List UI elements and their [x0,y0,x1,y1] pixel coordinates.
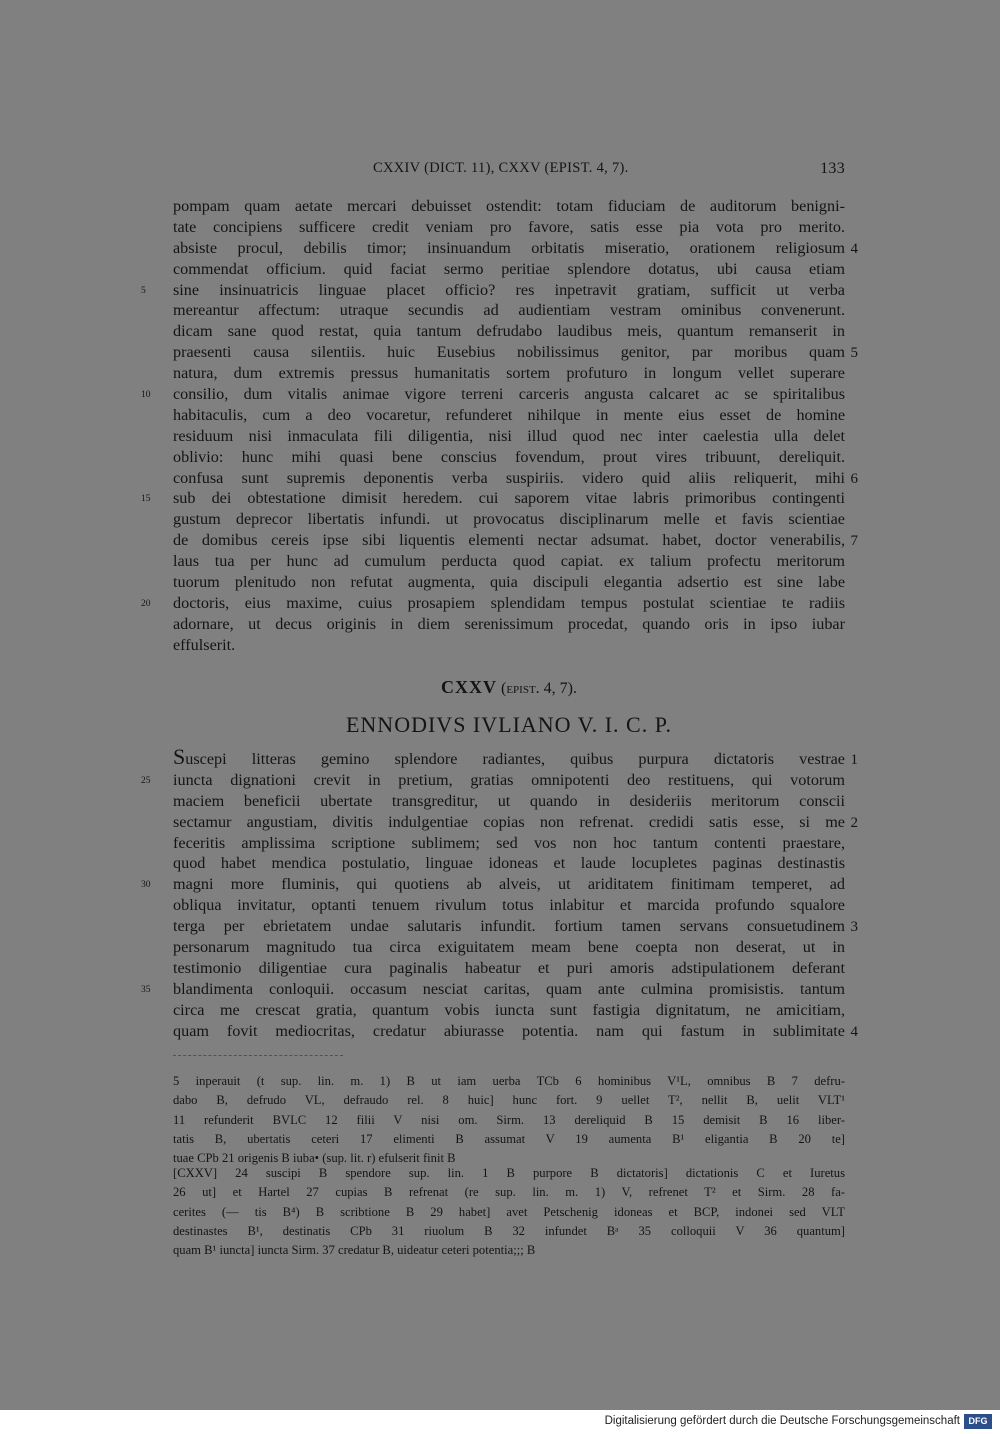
line-number: 5 [141,285,146,296]
apparatus-line: 11 refunderit BVLC 12 filii V nisi om. Sirm. 13 dereliquid B 15 demisit B 16 liber- [173,1112,845,1127]
line-text: testimonio diligentiae cura paginalis habeatur et puri amoris adstipulationem deferant [173,958,845,977]
section-ref-epist: epist. [506,680,540,697]
line-text: de domibus cereis ipse sibi liquentis elementi nectar adsumat. habet, doctor venerabilis, [173,531,845,550]
text-line [141,979,845,1000]
line-number: 20 [141,598,151,609]
text-line [173,509,845,530]
text-line [173,259,845,280]
paragraph-number: 2 [850,814,858,831]
text-line [173,405,845,426]
line-text: confusa sunt supremis deponentis verba suspiriis. videro quid aliis reliquerit, mihi [173,468,845,487]
line-text: residuum nisi inmaculata fili diligentia, nisi illud quod nec inter caelestia ulla delet [173,426,845,445]
line-text: tuorum plenitudo non refutat augmenta, quia discipuli elegantia adsertio est sine labe [173,573,845,592]
line-text: obliqua invitatur, optanti tenuem rivulum totus inlabitur et marcida profundo squalore [173,896,845,915]
footnote-separator [173,1055,343,1056]
text-line [141,488,845,509]
text-line [173,572,845,593]
footer-strip [0,1410,1000,1434]
initial-letter: S [173,744,186,769]
line-text: oblivio: hunc mihi quasi bene conscius fovendum, prout vires tribuunt, dereliquit. [173,447,845,466]
line-text: doctoris, eius maxime, cuius prosapiem splendidam tempus postulat scientiae te radiis [173,593,845,612]
text-line [173,530,858,551]
text-line [173,937,845,958]
critical-apparatus-cxxv [173,1164,845,1260]
line-number: 35 [141,984,151,995]
paragraph-number: 4 [850,1023,858,1040]
line-text: tate concipiens sufficere credit veniam pro favore, satis esse pia vota pro merito. [173,217,845,236]
apparatus-line: 26 ut] et Hartel 27 cupias B refrenat (re sup. lin. m. 1) V, refrenet T² et Sirm. 28 fa- [173,1185,845,1200]
text-line [173,468,858,489]
text-line [173,833,845,854]
text-line [173,551,845,572]
line-text: absiste procul, debilis timor; insinuandum orbitatis miseratio, orationem religiosum [173,238,845,257]
line-text: adornare, ut decus originis in diem serenissimum procedat, quando oris in ipso iubar [173,614,845,633]
line-text: magni more fluminis, qui quotiens ab alveis, ut ariditatem finitimam temperet, ad [173,875,845,894]
line-text: personarum magnitudo tua circa exiguitatem meam bene coepta non deserat, ut in [173,938,845,957]
apparatus-line: destinastes B¹, destinatis CPb 31 riuolum B 32 infundet Bᵃ 35 colloquii V 36 quantum] [173,1223,845,1238]
line-text: laus tua per hunc ad cumulum perducta quod capiat. ex talium profectu meritorum [173,552,845,571]
paragraph-number: 6 [850,470,858,487]
text-line [173,196,845,217]
text-line [173,321,845,342]
apparatus-line: tatis B, ubertatis ceteri 17 elimenti B assumat V 19 aumenta B¹ eligantia B 20 te] [173,1131,845,1146]
line-text: pompam quam aetate mercari debuisset ostendit: totam fiduciam de auditorum benigni- [173,197,845,215]
apparatus-line: [CXXV] 24 suscipi B spendore sup. lin. 1 B purpore B dictatoris] dictationis C et Iuretus [173,1166,845,1180]
first-line-text: uscepi litteras gemino splendore radiantes, quibus purpura dictatoris vestrae [185,750,845,768]
text-line [173,635,845,656]
line-number: 25 [141,775,151,786]
text-line [173,1021,858,1042]
line-text: sub dei obtestatione dimisit heredem. cui saporem vitae labris primoribus contingenti [173,489,845,508]
line-text: terga per ebrietatem undae salutaris infundit. fortium tamen servans consuetudinem [173,917,845,936]
line-text: sine insinuatricis linguae placet officio? res inpetravit gratiam, sufficit ut verba [173,280,845,299]
text-line [173,958,845,979]
text-line [173,238,858,259]
section-ref-close: 4, 7). [539,680,577,697]
text-line [141,384,845,405]
text-line [173,426,845,447]
running-head-title: CXXIV (DICT. 11), CXXV (EPIST. 4, 7). [373,160,629,176]
main-text-block [141,196,858,656]
text-line [141,874,845,895]
line-text: natura, dum extremis pressus humanitatis sortem profuturo in longum vellet superare [173,364,845,383]
apparatus-line: 5 inperauit (t sup. lin. m. 1) B ut iam uerba TCb 6 hominibus V¹L, omnibus B 7 defru- [173,1074,845,1088]
paragraph-number: 5 [850,345,858,362]
line-text: commendat officium. quid faciat sermo peritiae splendore dotatus, ubi causa etiam [173,259,845,278]
text-line [173,447,845,468]
line-text: iuncta dignationi crevit in pretium, gratias omnipotenti deo restituens, qui votorum [173,770,845,789]
text-line [173,744,858,770]
apparatus-line: tuae CPb 21 origenis B iuba• (sup. lit. r) efulserit finit B [173,1151,456,1166]
text-line [141,280,845,301]
text-line [173,217,845,238]
line-text: effulserit. [173,635,236,654]
line-text: quam fovit mediocritas, credatur abiurasse potentia. nam qui fastum in sublimitate [173,1021,845,1040]
text-line [173,916,858,937]
line-number: 10 [141,390,151,401]
text-line [173,614,845,635]
line-text: gustum deprecor libertatis infundi. ut provocatus disciplinarum melle et favis scientiae [173,510,845,529]
letter-text-block [141,744,858,1041]
line-text: consilio, dum vitalis animae vigore terreni carceris angusta calcaret ac se spiritalibus [173,385,845,404]
text-line [173,363,845,384]
line-text: praesenti causa silentiis. huic Eusebius nobilissimus genitor, par moribus quam [173,343,845,362]
paragraph-number: 3 [850,919,858,936]
text-line [173,853,845,874]
text-line [173,812,858,833]
critical-apparatus [173,1072,845,1168]
paragraph-number: 1 [850,752,858,768]
apparatus-line: quam B¹ iuncta] iuncta Sirm. 37 credatur B, uideatur ceteri potentia;;; B [173,1243,536,1258]
section-ref-open: ( [497,680,507,697]
line-text: dicam sane quod restat, quia tantum defrudabo laudibus meis, quantum remanserit in [173,322,845,341]
section-heading [173,677,845,698]
line-text: feceritis amplissima scriptione sublimem; sed vos non hoc tantum contenti praestare, [173,833,845,852]
text-line [173,342,858,363]
text-line [141,593,845,614]
text-line [173,300,845,321]
letter-addressee: ENNODIVS IVLIANO V. I. C. P. [345,712,673,737]
text-line [173,791,845,812]
line-text: quod habet mendica postulatio, linguae idoneas et laude locupletes paginas destinastis [173,854,845,873]
line-text: sectamur angustiam, divitis indulgentiae copias non refrenat. credidi satis esse, si me [173,812,845,831]
paragraph-number: 7 [850,533,858,550]
line-text: blandimenta conloquii. occasum nesciat caritas, quam ante culmina promisistis. tantum [173,979,845,998]
line-number: 30 [141,880,151,891]
paragraph-number: 4 [850,240,858,257]
text-line [173,895,845,916]
line-text: maciem beneficii ubertate transgreditur, ut quando in desideriis meritorum conscii [173,791,845,810]
line-number: 15 [141,494,151,505]
apparatus-line: dabo B, defrudo VL, defraudo rel. 8 huic] hunc fort. 9 uellet T², nellit B, uelit VLT¹ [173,1093,845,1108]
dfg-logo: DFG [964,1414,992,1429]
apparatus-line: cerites (— tis B⁴) B scribtione B 29 habet] avet Petschenig idoneas et BCP, indonei sed VLT [173,1204,845,1219]
line-text: circa me crescat gratia, quantum vobis iuncta sunt fastigia dignitatum, ne amicitiam, [173,1000,845,1019]
text-line [141,770,845,791]
line-text: mereantur affectum: utraque secundis ad audientiam vestram ominibus convenerunt. [173,301,845,320]
line-text: habitaculis, cum a deo vocaretur, refunderet nihilque in mente eius esset de homine [173,405,845,424]
text-line [173,1000,845,1021]
page-number: 133 [820,160,845,177]
section-number: CXXV [441,677,497,697]
funding-credit: Digitalisierung gefördert durch die Deutsche Forschungsgemeinschaft [604,1415,960,1427]
